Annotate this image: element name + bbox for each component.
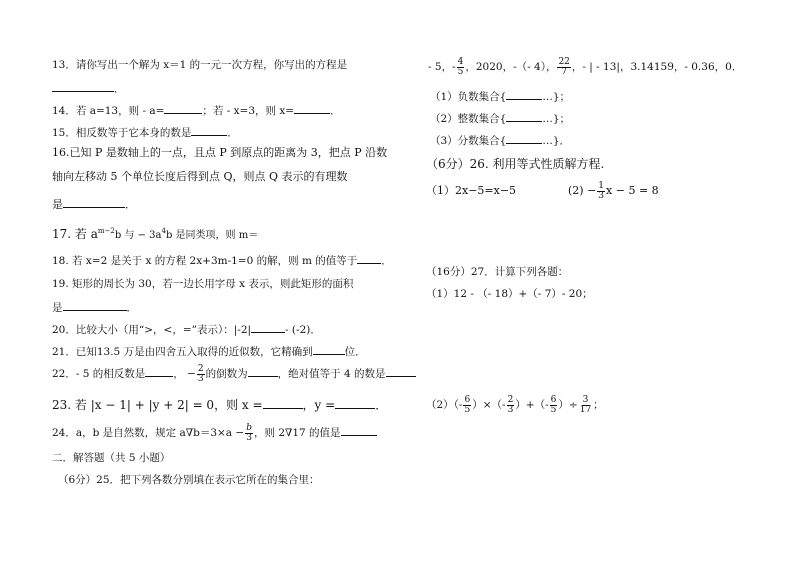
answer-blank[interactable]: [341, 424, 377, 436]
question-23: 23. 若 |x − 1| + |y + 2| = 0，则 x = ，y = ．: [52, 398, 388, 412]
number-list: - 5，- $\frac{4}{5}$ ，2020，-（- 4）， $\frac{22}{7}$ ，- | - 13|，3.14159，- 0.36，0．: [428, 56, 743, 77]
fraction: $\frac{4}{5}$: [457, 56, 464, 77]
fraction: $\frac{1}{3}$: [598, 180, 605, 201]
answer-blank[interactable]: [63, 196, 125, 208]
question-14: 14．若 a=13，则 - a= ；若 - x=3，则 x= ．: [52, 102, 341, 118]
question-26-part2: (2) − $\frac{1}{3}$ x − 5 = 8: [568, 180, 659, 201]
answer-blank[interactable]: [63, 299, 127, 311]
answer-blank[interactable]: [145, 365, 173, 377]
question-17: 17. 若 $a^{m-2}b$ 与 − $3a^4b$ 是同类项，则 m＝: [52, 227, 259, 241]
answer-blank[interactable]: [52, 80, 114, 92]
answer-blank[interactable]: [313, 343, 345, 355]
answer-blank[interactable]: [251, 321, 285, 333]
set-fraction: （3）分数集合{ …}．: [430, 132, 570, 148]
answer-blank[interactable]: [506, 132, 542, 144]
question-26-part1: （1）2x−5=x−5: [426, 184, 517, 197]
question-19-line1: 19. 矩形的周长为 30，若一边长用字母 x 表示，则此矩形的面积: [52, 278, 354, 290]
question-16-line3: 是 ．: [52, 198, 136, 211]
fraction: $\frac{2}{3}$: [507, 394, 514, 415]
question-26: （6分）26. 利用等式性质解方程.: [426, 157, 605, 171]
fraction: $\frac{6}{5}$: [550, 394, 557, 415]
set-integer: （2）整数集合{ …}；: [430, 110, 570, 126]
fraction: $\frac{6}{5}$: [464, 394, 471, 415]
question-22: 22．- 5 的相反数是 ， − $\frac{2}{3}$ 的倒数为 ，绝对值等于 4 的数是: [52, 362, 416, 386]
question-16-line2: 轴向左移动 5 个单位长度后得到点 Q，则点 Q 表示的有理数: [52, 170, 348, 183]
question-25: （6分）25．把下列各数分别填在表示它所在的集合里：: [58, 474, 320, 486]
question-20: 20．比较大小（用“>，<，=”表示）：|-2| - (-2)．: [52, 321, 321, 337]
question-13-answer: ．: [52, 80, 125, 96]
question-27-part2: （2）（- $\frac{6}{5}$ ）×（- $\frac{2}{3}$ ）+（- $\frac{6}{5}$ ）÷ $\frac{3}{17}$ ；: [426, 394, 604, 415]
answer-blank[interactable]: [506, 110, 542, 122]
answer-blank[interactable]: [263, 397, 303, 409]
question-24: 24．a，b 是自然数，规定 a∇b＝3×a − $\frac{b}{3}$ ，则 2∇17 的值是: [52, 420, 377, 446]
fraction: $\frac{b}{3}$: [246, 422, 252, 443]
set-negative: （1）负数集合{ …}；: [430, 88, 570, 104]
answer-blank[interactable]: [357, 252, 381, 264]
answer-blank[interactable]: [335, 397, 375, 409]
question-18: 18. 若 x=2 是关于 x 的方程 2x+3m-1=0 的解，则 m 的值等于 ．: [52, 252, 392, 268]
fraction: $\frac{22}{7}$: [558, 56, 570, 77]
question-19-line2: 是 ．: [52, 299, 137, 315]
question-15: 15．相反数等于它本身的数是 ．: [52, 124, 238, 140]
answer-blank[interactable]: [506, 88, 542, 100]
answer-blank[interactable]: [164, 102, 202, 114]
fraction: $\frac{2}{3}$: [197, 363, 204, 384]
answer-blank[interactable]: [294, 102, 330, 114]
question-16-line1: 16.已知 P 是数轴上的一点，且点 P 到原点的距离为 3，把点 P 沿数: [52, 146, 388, 159]
question-27: （16分）27．计算下列各题：: [426, 266, 569, 278]
question-27-part1: （1）12 - （- 18）+（- 7）- 20；: [426, 288, 593, 300]
fraction: $\frac{3}{17}$: [579, 394, 592, 415]
answer-blank[interactable]: [248, 365, 278, 377]
section-heading: 二．解答题（共 5 小题）: [52, 452, 171, 464]
question-13: 13．请你写出一个解为 x＝1 的一元一次方程，你写出的方程是: [52, 59, 348, 71]
answer-blank[interactable]: [191, 124, 227, 136]
answer-blank[interactable]: [386, 365, 416, 377]
question-21: 21．已知13.5 万是由四舍五入取得的近似数，它精确到 位．: [52, 343, 366, 359]
